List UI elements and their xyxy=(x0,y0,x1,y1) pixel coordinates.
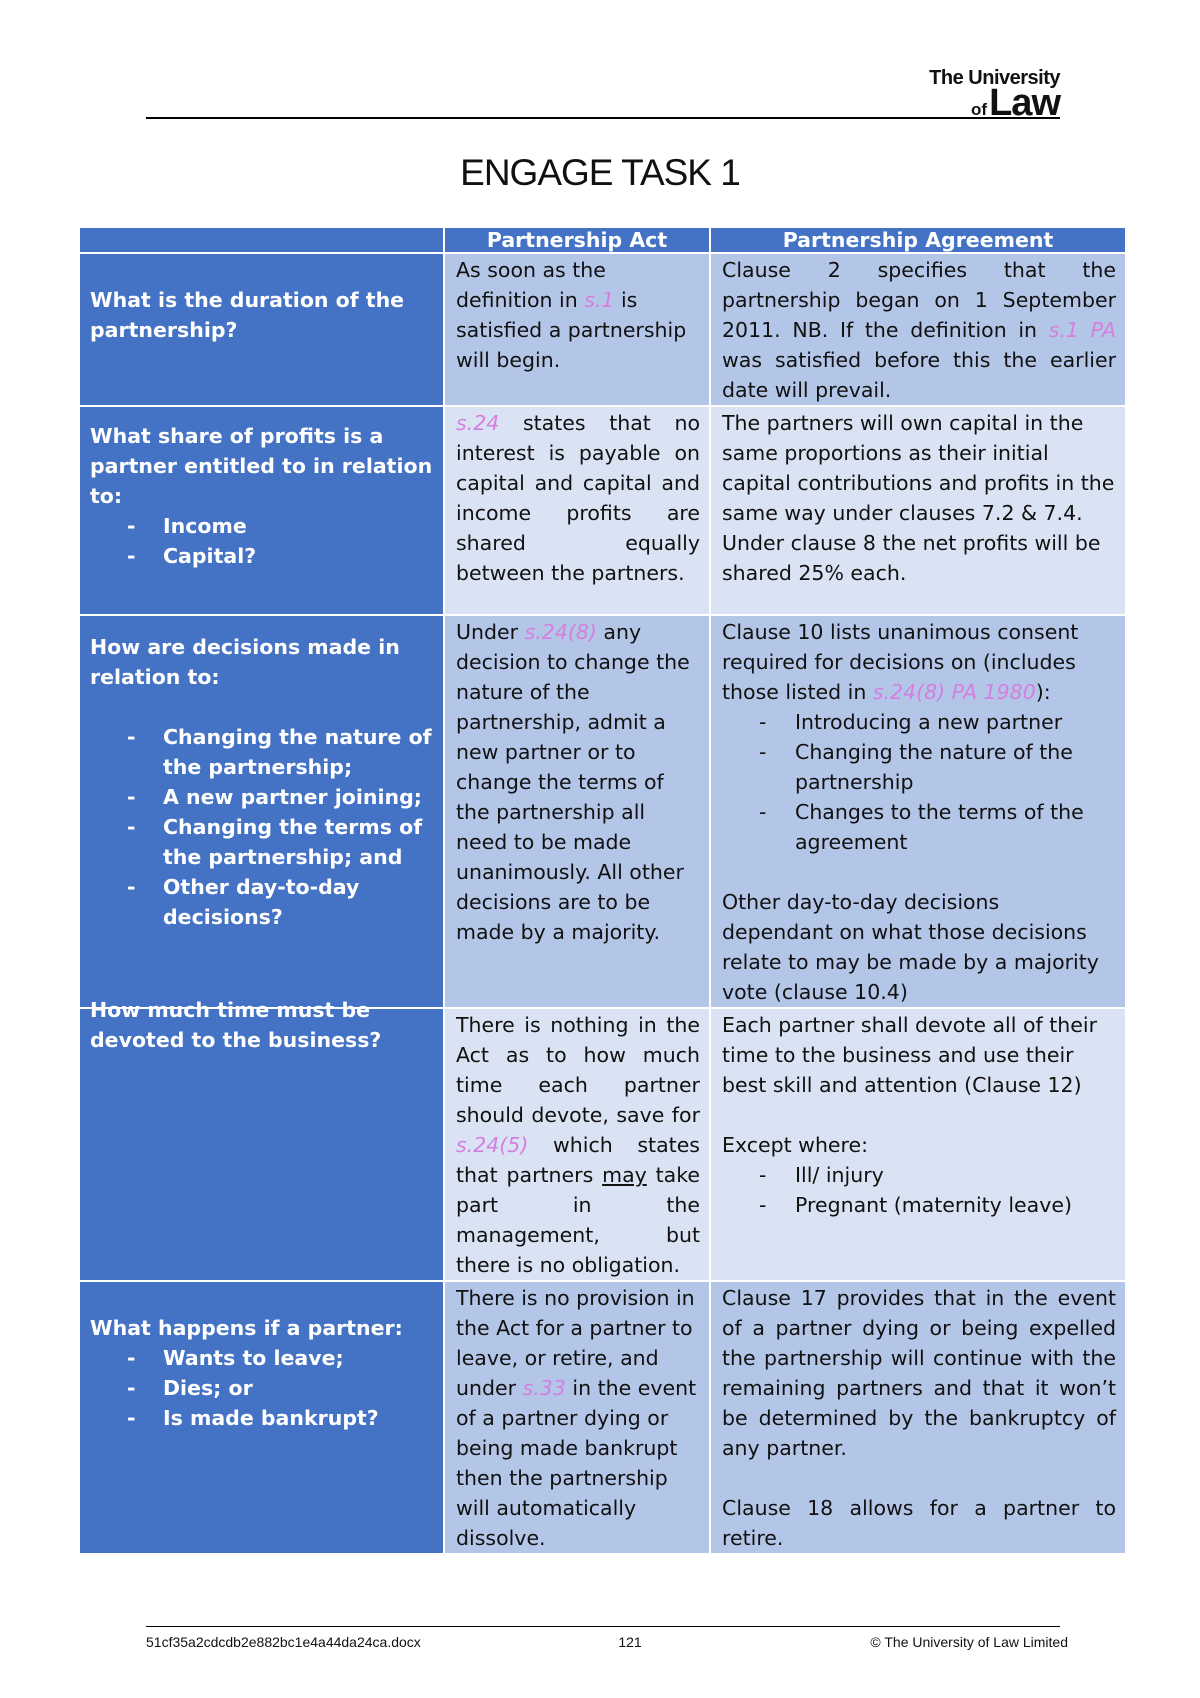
agreement-cell: Clause 2 specifies that the partnership began on 1 September 2011. NB. If the definition in s.1 PA was satisfied before this the earlier date will prevail. xyxy=(710,253,1126,406)
list-item: - Wants to leave; xyxy=(90,1343,437,1373)
logo-of: of xyxy=(971,100,988,119)
header-partnership-agreement: Partnership Agreement xyxy=(710,227,1126,253)
list-item: - Income xyxy=(90,511,437,541)
statute-ref: s.1 xyxy=(584,288,615,312)
question-text: What is the duration of the partnership? xyxy=(90,288,405,342)
agreement-cell: Clause 17 provides that in the event of a partner dying or being expelled the partnership will continue with the remaining partners and that it won’t be determined by the bankruptcy of any partner. Clause 18 allows for a partner to retire. xyxy=(710,1281,1126,1554)
page-title: ENGAGE TASK 1 xyxy=(460,152,740,193)
footer-rule xyxy=(146,1626,1060,1627)
agreement-list xyxy=(722,1160,1116,1220)
footer-page-number: 121 xyxy=(618,1634,642,1650)
act-cell: s.24 states that no interest is payable on capital and capital and income profits are shared equally between the partners. xyxy=(444,406,710,615)
footer-filename: 51cf35a2cdcdb2e882bc1e4a44da24ca.docx xyxy=(146,1634,421,1650)
list-item: - Is made bankrupt? xyxy=(90,1403,437,1433)
logo-line1: The University xyxy=(929,67,1060,89)
agreement-note: Other day-to-day decisions dependant on what those decisions relate to may be made by a majority vote (clause 10.4) xyxy=(722,890,1099,1004)
act-cell: There is no provision in the Act for a partner to leave, or retire, and under s.33 in the event of a partner dying or being made bankrupt then the partnership will automatically dissolve. xyxy=(444,1281,710,1554)
question-duration xyxy=(79,253,444,406)
except-label: Except where: xyxy=(722,1133,869,1157)
footer-copyright: © The University of Law Limited xyxy=(870,1634,1068,1650)
statute-ref: s.24(5) xyxy=(456,1133,529,1157)
list-item: - Other day-to-day decisions? xyxy=(90,872,437,932)
agreement-note: Clause 18 allows for a partner to retire. xyxy=(722,1496,1116,1550)
statute-ref: s.24(8) xyxy=(524,620,597,644)
statute-ref: s.24 xyxy=(456,411,500,435)
agreement-cell: Clause 10 lists unanimous consent required for decisions on (includes those listed in s.24(8) PA 1980): - Introducing a new partner - Changing the nature of the partnership - Changes to the terms of the agreement Other day-to-day decisions dependant on what those decisions relate to may be made by a majority vote (clause 10.4) xyxy=(710,615,1126,1008)
question-list xyxy=(90,1343,437,1433)
agreement-cell: The partners will own capital in the same proportions as their initial capital contributions and profits in the same way under clauses 7.2 & 7.4. Under clause 8 the net profits will be shared 25% each. xyxy=(710,406,1126,615)
header-blank xyxy=(79,227,444,253)
question-list xyxy=(90,511,437,571)
list-item: - A new partner joining; xyxy=(90,782,437,812)
list-item: - Dies; or xyxy=(90,1373,437,1403)
header-rule xyxy=(146,117,1060,119)
table-row xyxy=(79,1281,1126,1554)
act-cell: Under s.24(8) any decision to change the nature of the partnership, admit a new partner or to change the terms of the partnership all need to be made unanimously. All other decisions are to be made by a majority. xyxy=(444,615,710,1008)
question-time-devoted xyxy=(79,998,444,1281)
statute-ref: s.1 PA xyxy=(1048,318,1116,342)
comparison-table xyxy=(78,226,1127,1555)
list-item: - Changes to the terms of the agreement xyxy=(722,797,1116,857)
statute-ref: s.24(8) PA 1980 xyxy=(872,680,1036,704)
list-item: - Capital? xyxy=(90,541,437,571)
question-profit-share xyxy=(79,406,444,615)
table-header-row xyxy=(79,227,1126,253)
list-item: - Changing the nature of the partnership xyxy=(722,737,1116,797)
table-row xyxy=(79,615,1126,1008)
list-item: - Changing the nature of the partnership; xyxy=(90,722,437,782)
university-of-law-logo xyxy=(929,68,1060,122)
question-text: What happens if a partner: xyxy=(90,1316,403,1340)
header-partnership-act: Partnership Act xyxy=(444,227,710,253)
table-row xyxy=(79,406,1126,615)
table-row xyxy=(79,1008,1126,1281)
act-cell: As soon as the definition in s.1 is satisfied a partnership will begin. xyxy=(444,253,710,406)
question-text: What share of profits is a partner entitled to in relation to: xyxy=(90,424,433,508)
list-item: - Changing the terms of the partnership; and xyxy=(90,812,437,872)
question-text: How are decisions made in relation to: xyxy=(90,635,400,689)
table-row xyxy=(79,253,1126,406)
logo-law: Law xyxy=(989,82,1060,124)
list-item: - Ill/ injury xyxy=(722,1160,1116,1190)
question-list xyxy=(90,722,437,932)
agreement-list xyxy=(722,707,1116,857)
question-decisions xyxy=(79,615,444,1008)
statute-ref: s.33 xyxy=(522,1376,566,1400)
question-partner-leaves xyxy=(79,1281,444,1554)
agreement-cell: Each partner shall devote all of their time to the business and use their best skill and attention (Clause 12) Except where: - Ill/ injury - Pregnant (maternity leave) xyxy=(710,1008,1126,1281)
list-item: - Pregnant (maternity leave) xyxy=(722,1190,1116,1220)
question-text: How much time must be devoted to the business? xyxy=(90,998,382,1052)
list-item: - Introducing a new partner xyxy=(722,707,1116,737)
act-cell: There is nothing in the Act as to how much time each partner should devote, save for s.24(5) which states that partners may take part in the management, but there is no obligation. xyxy=(444,1008,710,1281)
